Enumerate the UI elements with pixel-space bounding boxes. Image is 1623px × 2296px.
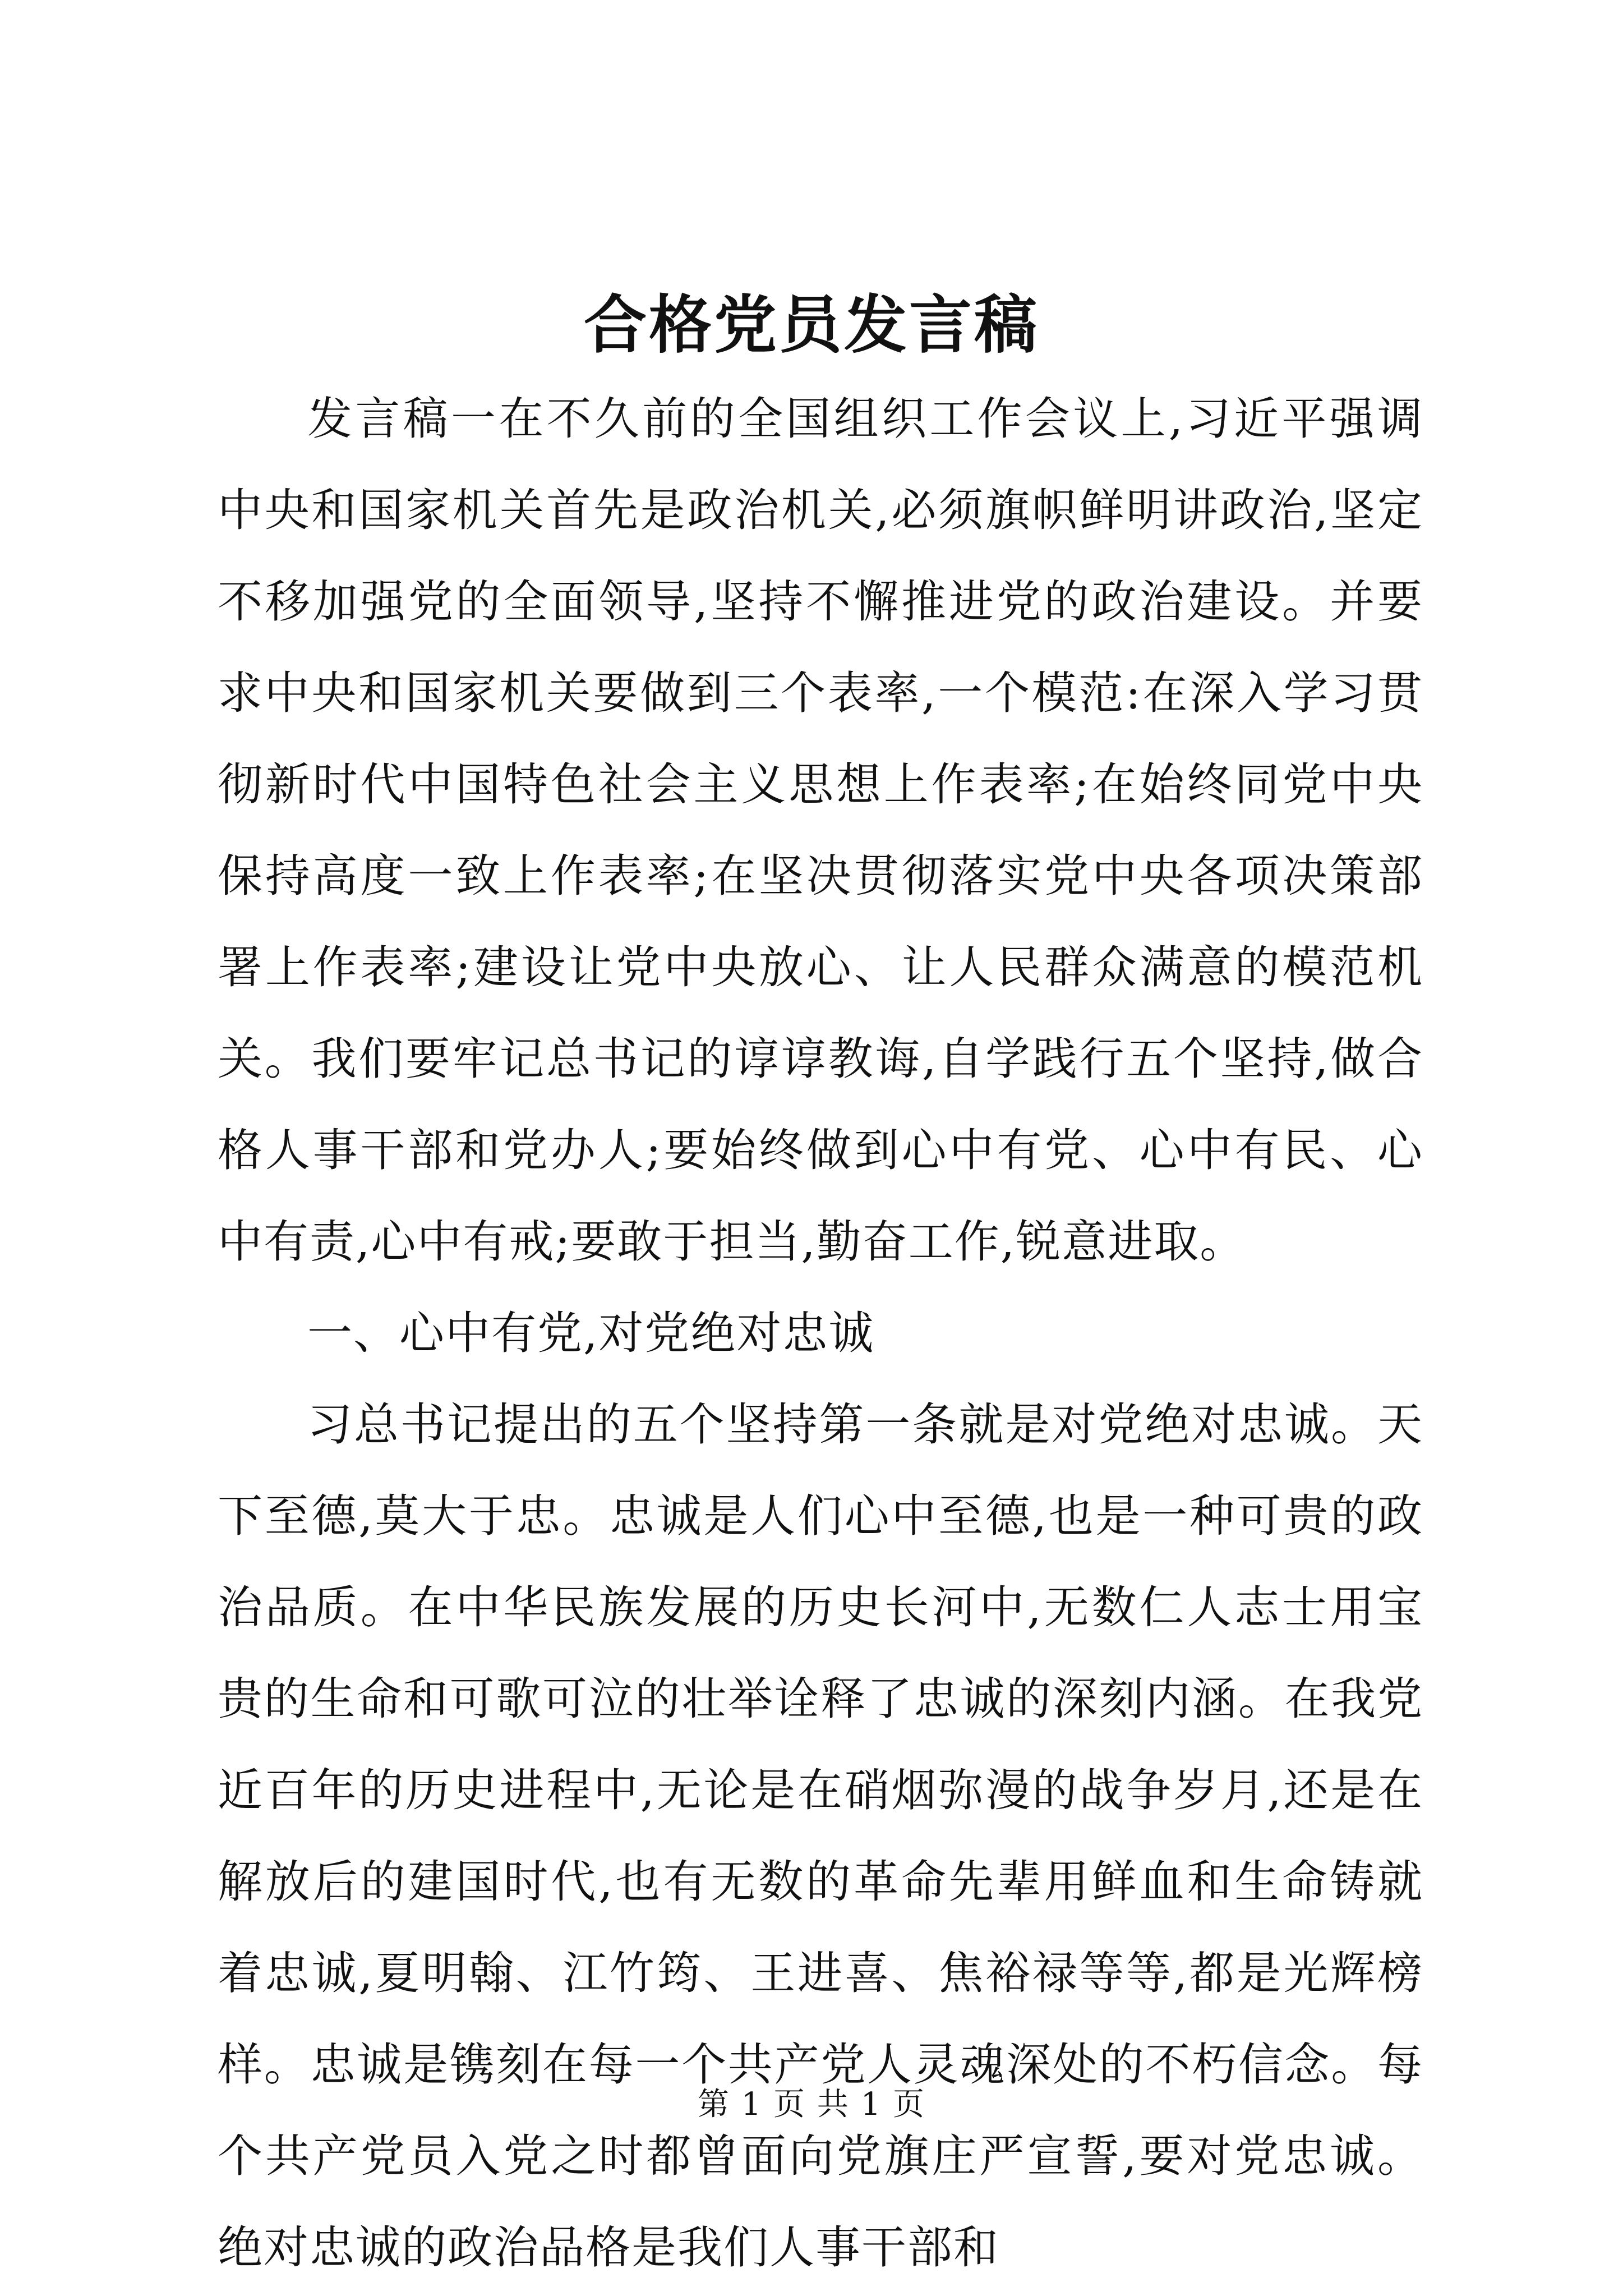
section-heading: 一、心中有党,对党绝对忠诚 [307, 1307, 875, 1359]
section-paragraph: 习总书记提出的五个坚持第一条就是对党绝对忠诚。天下至德,莫大于忠。忠诚是人们心中至德,也是一种可贵的政治品质。在中华民族发展的历史长河中,无数仁人志士用宝贵的生命和可歌可泣的壮举诠释了忠诚的深刻内涵。在我党近百年的历史进程中,无论是在硝烟弥漫的战争岁月,还是在解放后的建国时代,也有无数的革命先辈用鲜血和生命铸就着忠诚,夏明翰、江竹筠、王进喜、焦裕禄等等,都是光辉榜样。忠诚是镌刻在每一个共产党人灵魂深处的不朽信念。每个共产党员入党之时都曾面向党旗庄严宣誓,要对党忠诚。绝对忠诚的政治品格是我们人事干部和 [218, 1398, 1423, 2274]
document-title: 合格党员发言稿 [584, 288, 1039, 362]
document-body [218, 373, 1423, 2293]
page-footer: 第 1 页 共 1 页 [697, 2086, 926, 2123]
intro-paragraph: 发言稿一在不久前的全国组织工作会议上,习近平强调中央和国家机关首先是政治机关,必须旗帜鲜明讲政治,坚定不移加强党的全面领导,坚持不懈推进党的政治建设。并要求中央和国家机关要做到三个表率,一个模范:在深入学习贯彻新时代中国特色社会主义思想上作表率;在始终同党中央保持高度一致上作表率;在坚决贯彻落实党中央各项决策部署上作表率;建设让党中央放心、让人民群众满意的模范机关。我们要牢记总书记的谆谆教诲,自学践行五个坚持,做合格人事干部和党办人;要始终做到心中有党、心中有民、心中有责,心中有戒;要敢于担当,勤奋工作,锐意进取。 [218, 393, 1423, 1268]
